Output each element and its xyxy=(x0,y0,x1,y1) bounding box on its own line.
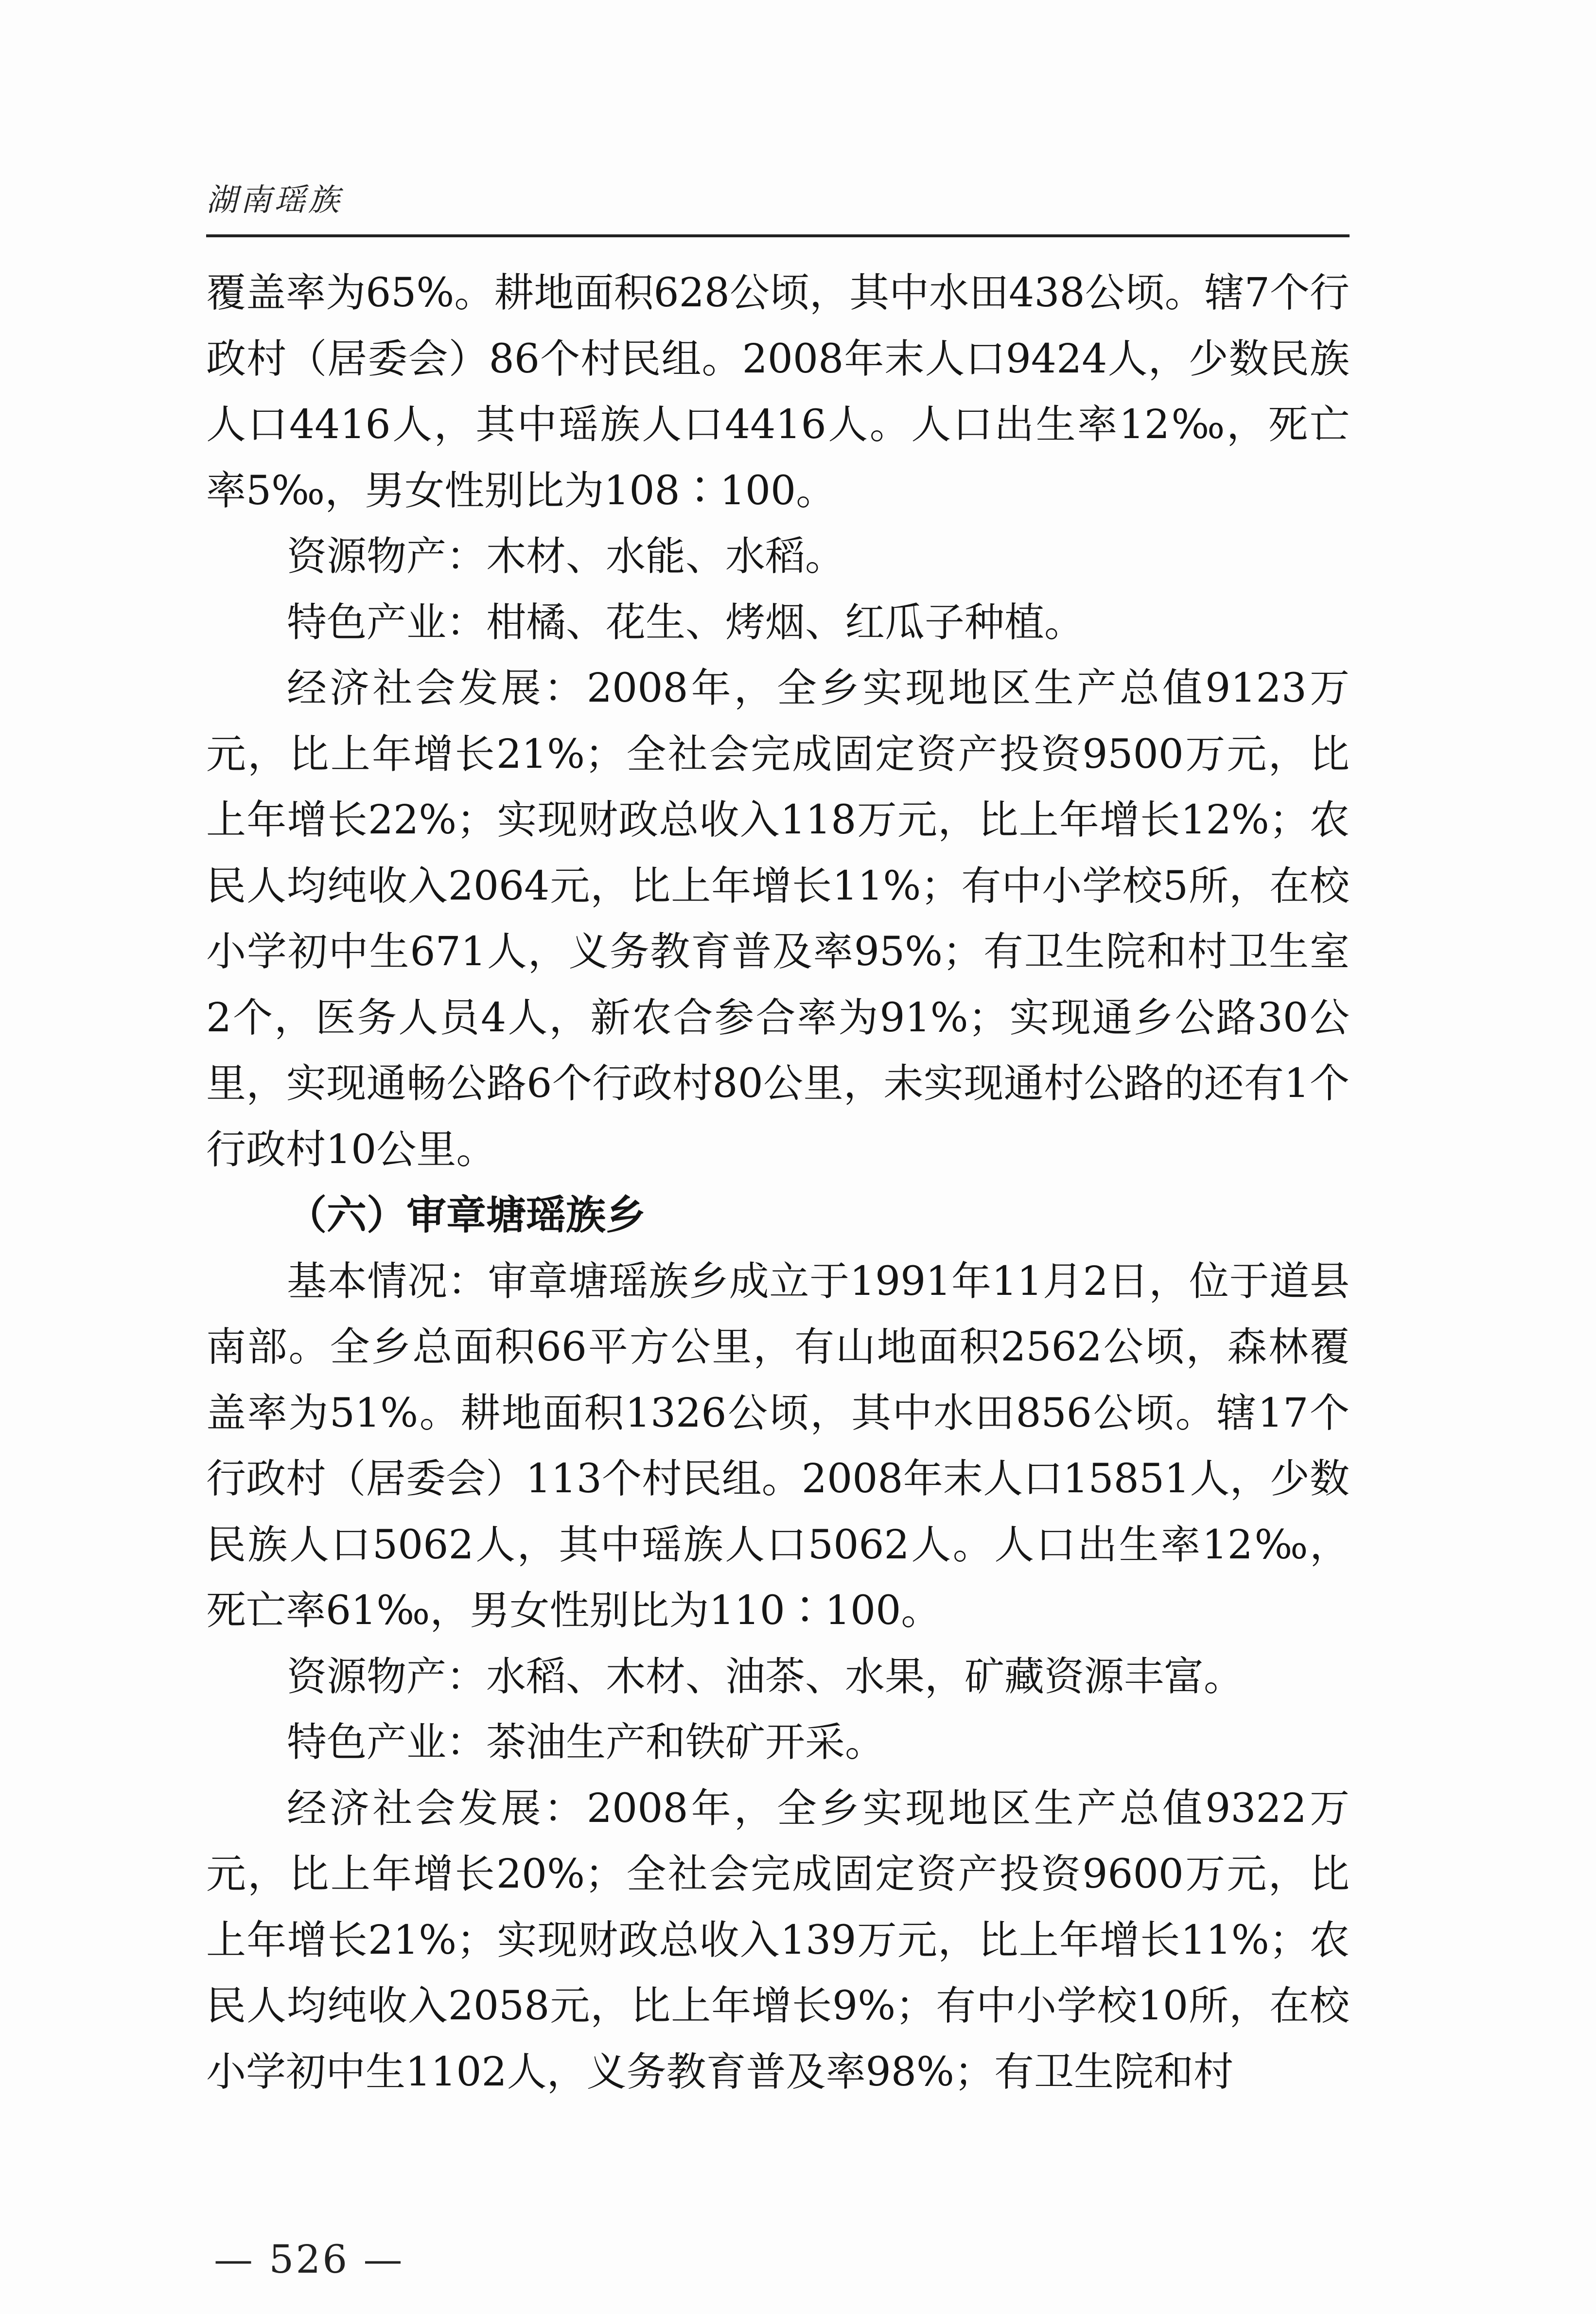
page-number: — 526 — xyxy=(214,2237,404,2282)
paragraph: 经济社会发展：2008年，全乡实现地区生产总值9123万元，比上年增长21%；全社会完成固定资产投资9500万元，比上年增长22%；实现财政总收入118万元，比上年增长12%；农民人均纯收入2064元，比上年增长11%；有中小学校5所，在校小学初中生671人，义务教育普及率95%；有卫生院和村卫生室2个，医务人员4人，新农合参合率为91%；实现通乡公路30公里，实现通畅公路6个行政村80公里，未实现通村公路的还有1个行政村10公里。 xyxy=(206,665,1350,1173)
paragraph: 覆盖率为65%。耕地面积628公顷，其中水田438公顷。辖7个行政村（居委会）86个村民组。2008年末人口9424人，少数民族人口4416人，其中瑶族人口4416人。人口出生率12‰，死亡率5‰，男女性别比为108∶100。 xyxy=(206,270,1350,514)
paragraph: 资源物产：木材、水能、水稻。 xyxy=(287,533,845,580)
paragraph: 特色产业：茶油生产和铁矿开采。 xyxy=(287,1719,885,1766)
paragraph: 基本情况：审章塘瑶族乡成立于1991年11月2日，位于道县南部。全乡总面积66平方公里，有山地面积2562公顷，森林覆盖率为51%。耕地面积1326公顷，其中水田856公顷。辖17个行政村（居委会）113个村民组。2008年末人口15851人，少数民族人口5062人，其中瑶族人口5062人。人口出生率12‰，死亡率61‰，男女性别比为110∶100。 xyxy=(206,1258,1350,1634)
header-rule xyxy=(206,234,1350,237)
page-body xyxy=(206,260,1350,2105)
paragraph: 资源物产：水稻、木材、油茶、水果，矿藏资源丰富。 xyxy=(287,1653,1244,1700)
paragraph: 经济社会发展：2008年，全乡实现地区生产总值9322万元，比上年增长20%；全社会完成固定资产投资9600万元，比上年增长21%；实现财政总收入139万元，比上年增长11%；农民人均纯收入2058元，比上年增长9%；有中小学校10所，在校小学初中生1102人，义务教育普及率98%；有卫生院和村 xyxy=(206,1785,1350,2095)
paragraph: 特色产业：柑橘、花生、烤烟、红瓜子种植。 xyxy=(287,599,1085,646)
running-header: 湖南瑶族 xyxy=(206,182,342,218)
section-heading: （六）审章塘瑶族乡 xyxy=(287,1192,646,1238)
